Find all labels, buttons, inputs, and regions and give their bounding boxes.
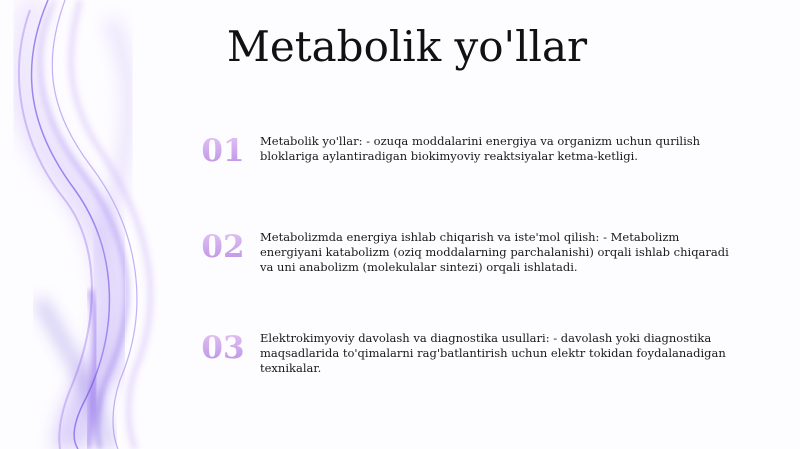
slide-title: Metabolik yo'llar (226, 22, 588, 71)
item-text: Metabolik yo'llar: - ozuqa moddalarini energiya va organizm uchun qurilish bloklariga aylantiradigan biokimyoviy reaktsiyalar ketma-ketligi. (260, 134, 701, 163)
item-number: 02 (196, 229, 250, 265)
item-number: 01 (196, 133, 250, 169)
item-text: Elektrokimyoviy davolash va diagnostika usullari: - davolash yoki diagnostika maqsadlarida to'qimalarni rag'batlantirish uchun elektr tokidan foydalanadigan texnikalar. (260, 331, 726, 375)
item-number: 03 (196, 330, 250, 366)
item-text: Metabolizmda energiya ishlab chiqarish va iste'mol qilish: - Metabolizm energiyani katabolizm (oziq moddalarning parchalanishi) orqali ishlab chiqaradi va uni anabolizm (molekulalar sintezi) orqali ishlatadi. (260, 230, 729, 274)
